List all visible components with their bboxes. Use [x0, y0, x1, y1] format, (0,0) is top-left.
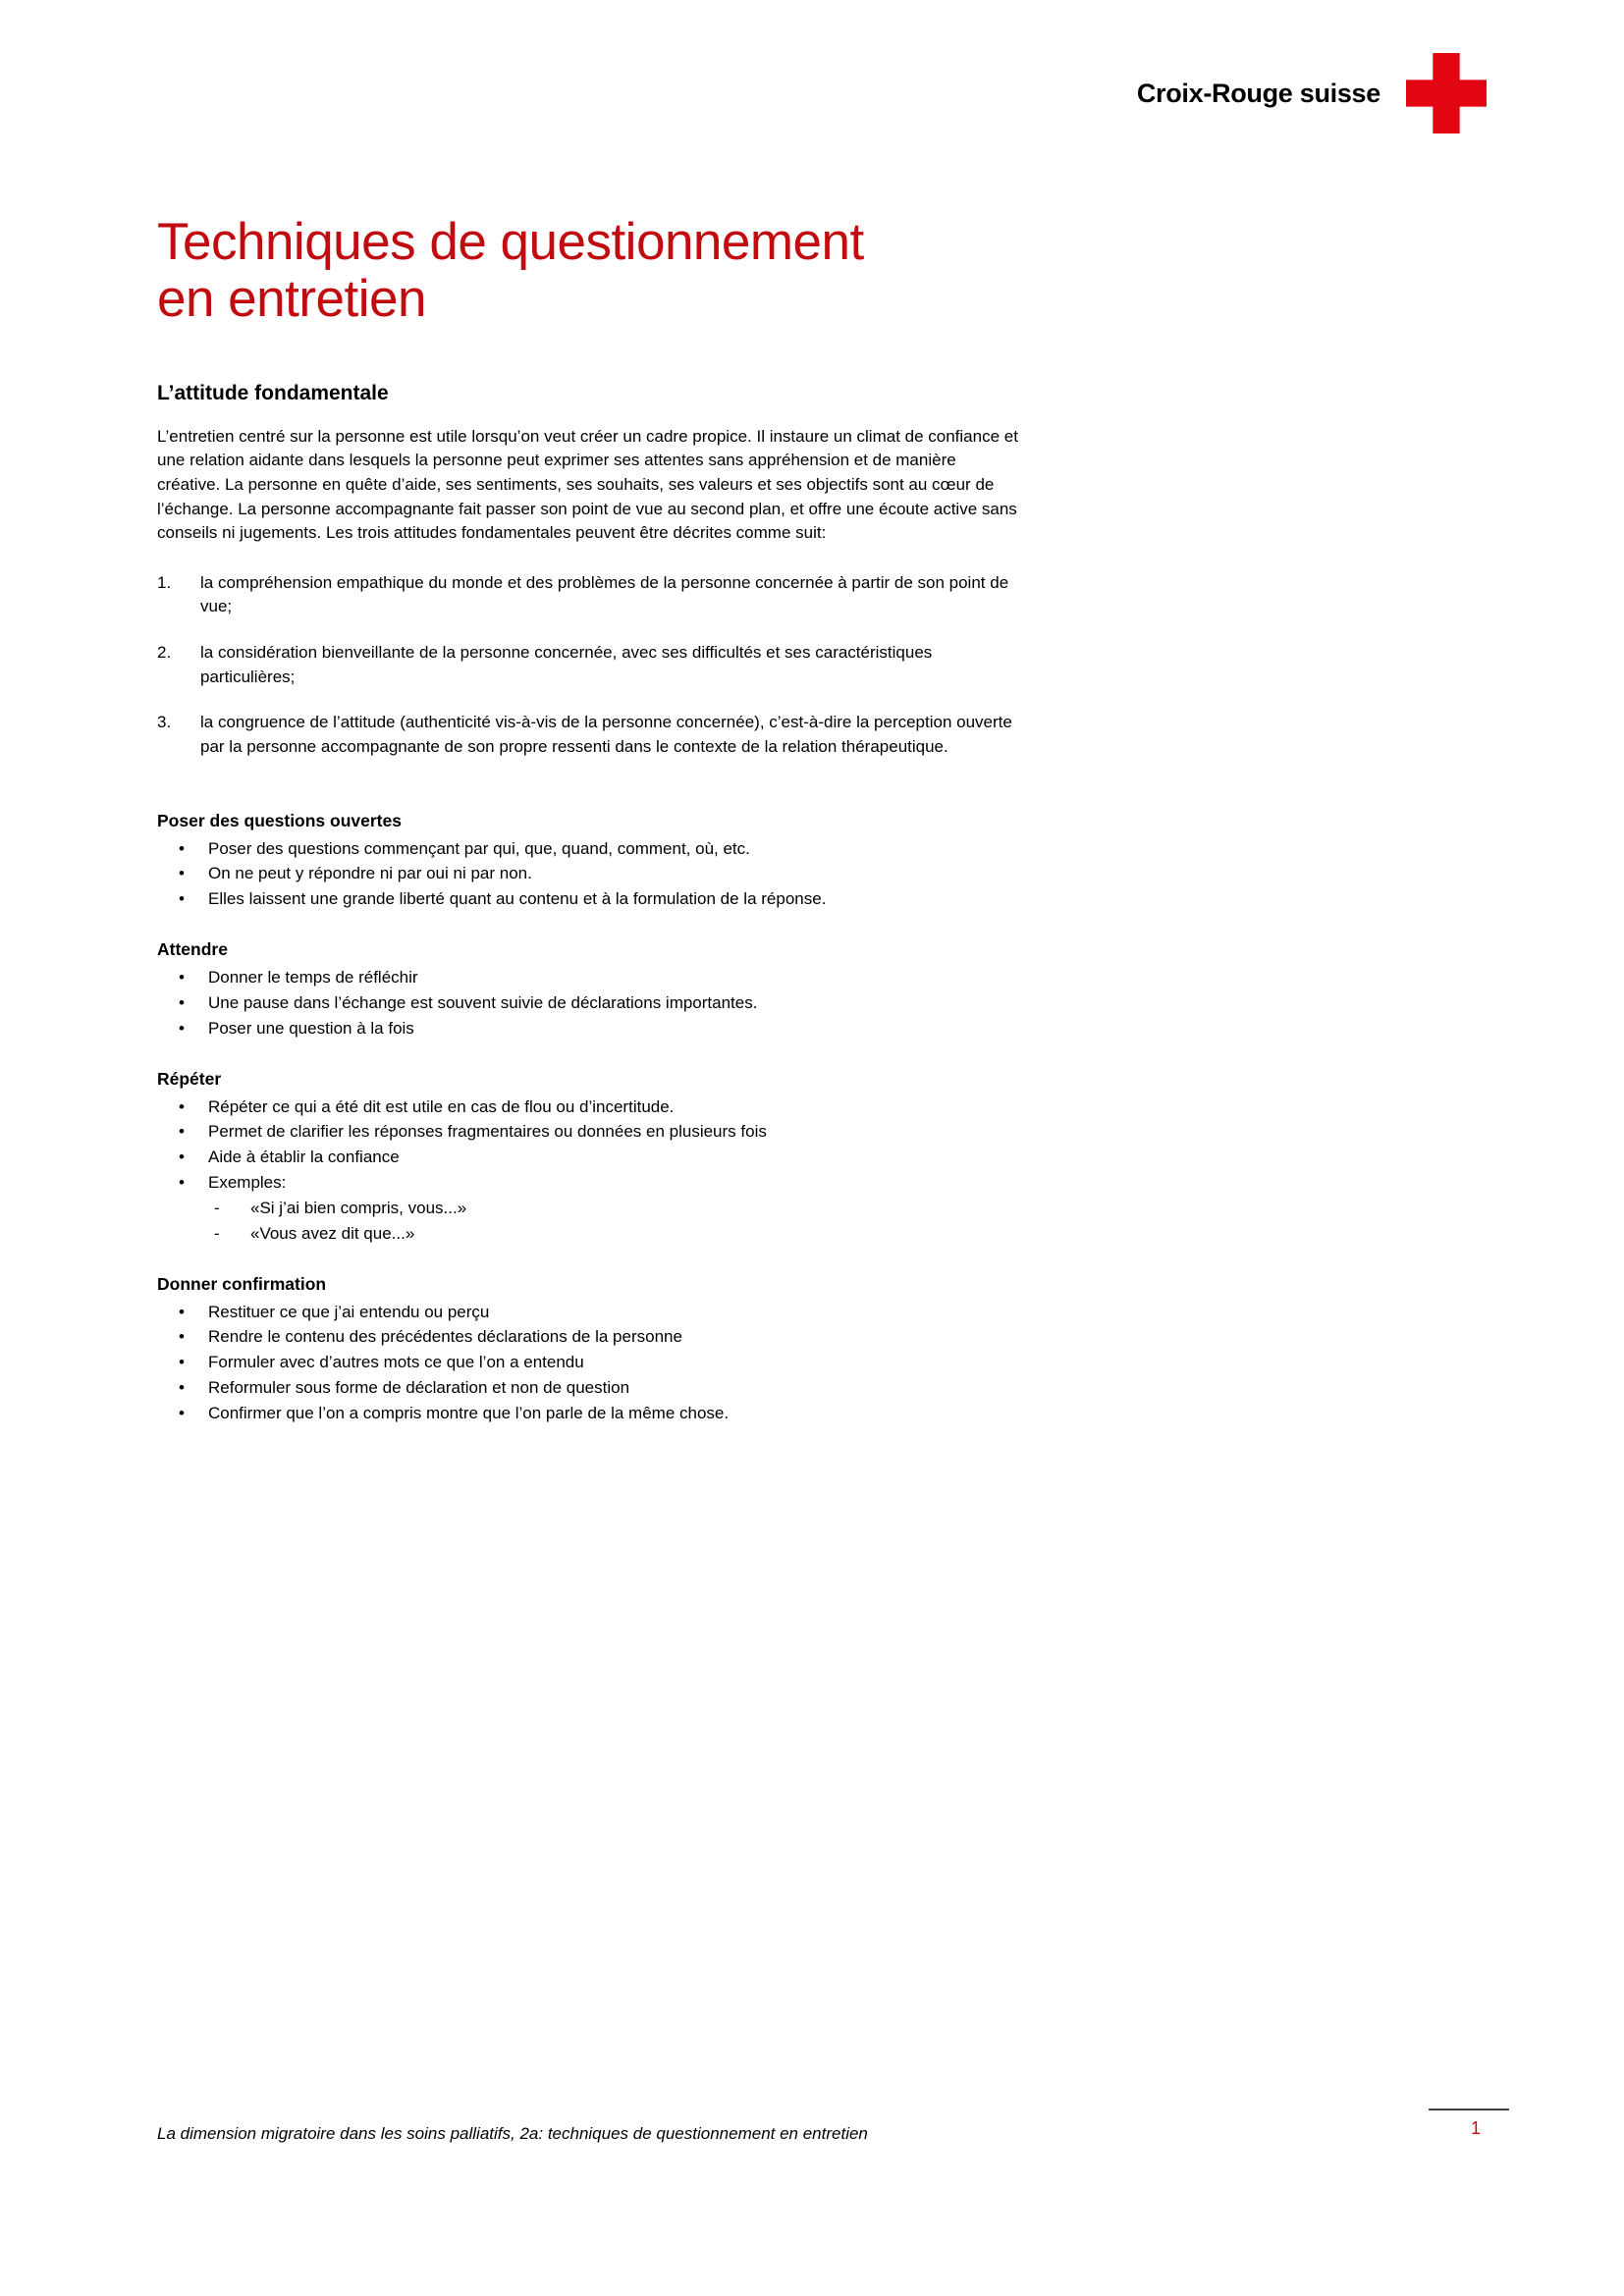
title-line-1: Techniques de questionnement	[157, 213, 864, 271]
page-number: 1	[1470, 2118, 1481, 2138]
bullet-text: • Elles laissent une grande liberté quant au contenu et à la formulation de la réponse.	[208, 889, 827, 909]
bullet-list	[157, 1095, 1021, 1196]
dash-item	[157, 1221, 1021, 1247]
numbered-item-2	[157, 641, 1021, 689]
section-donner-confirmation	[157, 1274, 1021, 1426]
page-number-rule	[1429, 2109, 1509, 2110]
bullet-list	[157, 965, 1021, 1041]
bullet-item	[157, 1350, 1021, 1375]
bullet-item	[157, 1145, 1021, 1170]
bullet-item	[157, 1324, 1021, 1350]
bullet-item	[157, 1375, 1021, 1401]
bullet-text: • Aide à établir la confiance	[208, 1148, 400, 1167]
bullet-text: • Une pause dans l’échange est souvent suivie de déclarations importantes.	[208, 992, 758, 1012]
bullet-item	[157, 1095, 1021, 1120]
section-attendre	[157, 939, 1021, 1041]
bullet-item	[157, 990, 1021, 1016]
item-text: la considération bienveillante de la personne concernée, avec ses difficultés et ses caractéristiques particulières;	[200, 643, 933, 686]
section-heading: Donner confirmation	[157, 1273, 327, 1294]
document-title	[157, 214, 1021, 329]
footer-caption: La dimension migratoire dans les soins palliatifs, 2a: techniques de questionnement en entretien	[157, 2124, 868, 2143]
heading-attitude-fondamentale: L’attitude fondamentale	[157, 381, 389, 404]
red-cross-icon	[1406, 53, 1487, 133]
dash-text: - «Vous avez dit que...»	[250, 1223, 415, 1243]
section-poser-des-questions-ouvertes	[157, 811, 1021, 912]
section-heading: Poser des questions ouvertes	[157, 810, 402, 830]
bullet-item	[157, 1170, 1021, 1196]
item-text: la congruence de l’attitude (authenticité vis-à-vis de la personne concernée), c’est-à-dire la perception ouverte par la personne accompagnante de son propre ressenti dans le contexte de la relation thérapeutique.	[200, 713, 1012, 756]
bullet-item	[157, 836, 1021, 862]
bullet-item	[157, 861, 1021, 886]
bullet-item	[157, 965, 1021, 990]
bullet-text: • Poser une question à la fois	[208, 1018, 414, 1038]
bullet-text: • Restituer ce que j’ai entendu ou perçu	[208, 1302, 490, 1321]
title-line-2: en entretien	[157, 270, 426, 329]
bullet-item	[157, 886, 1021, 912]
bullet-item	[157, 1119, 1021, 1145]
item-number: 3.	[157, 713, 172, 732]
bullet-item	[157, 1016, 1021, 1041]
bullet-text: • Confirmer que l’on a compris montre que l’on parle de la même chose.	[208, 1403, 730, 1422]
bullet-text: • Exemples:	[208, 1173, 287, 1193]
bullet-text: • Poser des questions commençant par qui, que, quand, comment, où, etc.	[208, 838, 750, 858]
numbered-list	[157, 571, 1021, 760]
page-footer	[157, 2118, 1509, 2153]
bullet-item	[157, 1300, 1021, 1325]
dash-item	[157, 1196, 1021, 1221]
document-content	[157, 214, 1021, 1426]
bullet-text: • Formuler avec d’autres mots ce que l’on a entendu	[208, 1353, 584, 1372]
example-dash-list	[157, 1196, 1021, 1247]
section-heading: Attendre	[157, 939, 228, 960]
bullet-text: • Répéter ce qui a été dit est utile en cas de flou ou d’incertitude.	[208, 1096, 675, 1116]
section-heading: Répéter	[157, 1068, 222, 1089]
numbered-item-3	[157, 711, 1021, 759]
bullet-text: • Donner le temps de réfléchir	[208, 968, 418, 988]
item-number: 1.	[157, 572, 172, 592]
numbered-item-1	[157, 571, 1021, 619]
item-number: 2.	[157, 643, 172, 663]
logo-wordmark: Croix-Rouge suisse	[1136, 78, 1380, 108]
bullet-list	[157, 836, 1021, 912]
dash-text: - «Si j’ai bien compris, vous...»	[250, 1198, 467, 1217]
page-number-block	[1429, 2109, 1509, 2139]
section-repeter	[157, 1069, 1021, 1247]
bullet-text: • Rendre le contenu des précédentes déclarations de la personne	[208, 1327, 682, 1347]
bullet-text: • Reformuler sous forme de déclaration et non de question	[208, 1378, 630, 1398]
page-header	[1137, 53, 1487, 133]
intro-paragraph: L’entretien centré sur la personne est utile lorsqu’on veut créer un cadre propice. Il instaure un climat de confiance et une relation aidante dans lesquels la personne peut exprimer ses attentes sans appréhension et de manière créative. La personne en quête d’aide, ses sentiments, ses souhaits, ses valeurs et ses objectifs sont au cœur de l’échange. La personne accompagnante fait passer son point de vue au second plan, et offre une écoute active sans conseils ni jugements. Les trois attitudes fondamentales peuvent être décrites comme suit:	[157, 426, 1018, 543]
bullet-list	[157, 1300, 1021, 1426]
item-text: la compréhension empathique du monde et des problèmes de la personne concernée à partir de son point de vue;	[200, 572, 1009, 616]
bullet-text: • Permet de clarifier les réponses fragmentaires ou données en plusieurs fois	[208, 1122, 767, 1142]
bullet-text: • On ne peut y répondre ni par oui ni par non.	[208, 864, 532, 883]
bullet-item	[157, 1401, 1021, 1426]
